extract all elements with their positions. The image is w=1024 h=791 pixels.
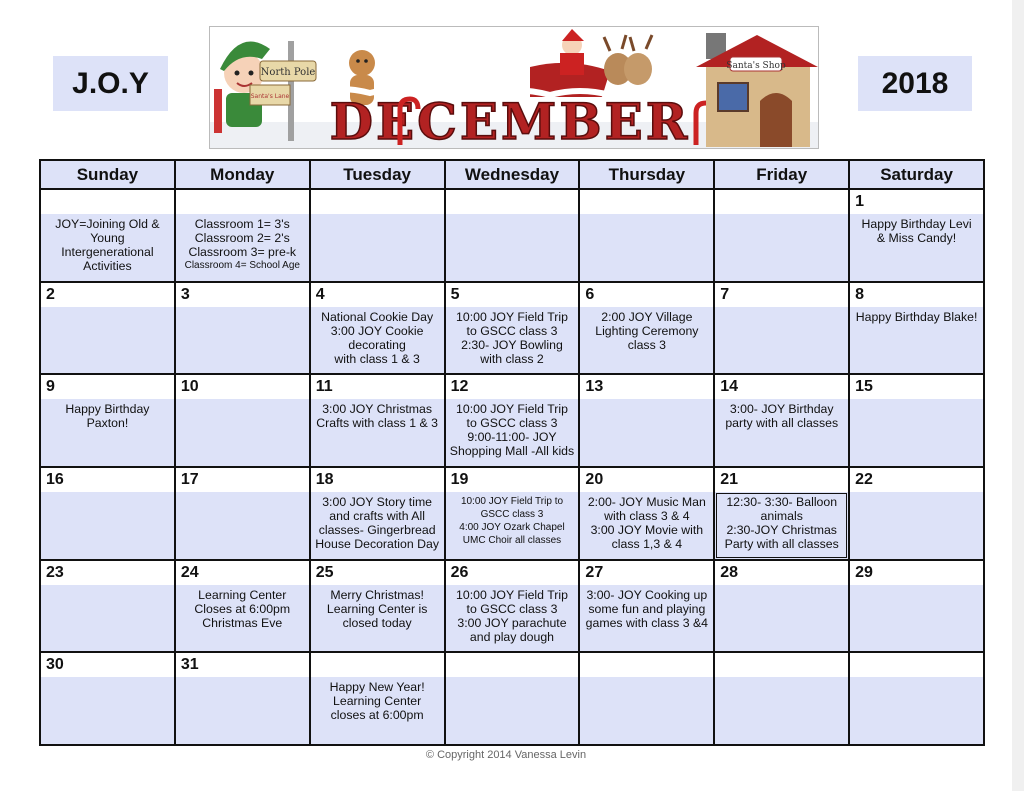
calendar-day-cell: [41, 561, 174, 652]
calendar-day-cell: [850, 283, 983, 374]
day-events: [446, 399, 579, 466]
day-number: 12: [450, 378, 469, 396]
day-header-sunday: Sunday: [41, 161, 174, 188]
event-text: Merry Christmas! Learning Center is closed today: [326, 587, 428, 630]
calendar-day-cell: [176, 468, 309, 559]
event-text-group: [725, 402, 838, 430]
day-events: [715, 492, 848, 559]
day-number: [176, 190, 309, 214]
day-events: [715, 214, 848, 281]
day-events: [176, 399, 309, 466]
calendar-day-cell: [41, 653, 174, 744]
event-text-small: 10:00 JOY Field Trip to GSCC class 3 4:00 JOY Ozark Chapel UMC Choir all classes: [459, 495, 565, 546]
event-text-group: [65, 402, 149, 430]
calendar-day-cell: [715, 190, 848, 281]
calendar-day-cell: [580, 283, 713, 374]
day-number: 4: [315, 285, 325, 303]
event-text: 2:00 JOY Village Lighting Ceremony class 3: [595, 309, 699, 352]
event-text-group: [586, 588, 708, 630]
calendar-day-cell: [850, 468, 983, 559]
day-events: [176, 307, 309, 374]
event-text: Learning Center Closes at 6:00pm Christmas Eve: [194, 587, 291, 630]
day-events: [850, 214, 983, 281]
day-events: [580, 214, 713, 281]
event-text-group: [725, 495, 839, 551]
day-events: [715, 585, 848, 652]
calendar-day-cell: [446, 653, 579, 744]
event-text-group: [185, 217, 300, 272]
day-events: [41, 214, 174, 281]
event-text-group: [194, 588, 290, 630]
event-text-group: [456, 310, 568, 366]
event-text-group: [595, 310, 698, 352]
santa-sleigh-illustration: [530, 29, 652, 97]
day-events: [176, 214, 309, 281]
event-text-group: [315, 495, 439, 551]
calendar-day-cell: [580, 468, 713, 559]
day-events: [41, 307, 174, 374]
day-events: [311, 307, 444, 374]
calendar-day-cell: [41, 375, 174, 466]
day-number: 3: [180, 285, 190, 303]
calendar-day-cell: [850, 190, 983, 281]
day-events: [850, 492, 983, 559]
event-text: Happy Birthday Paxton!: [65, 402, 150, 431]
calendar-day-cell: [580, 653, 713, 744]
day-number: 11: [315, 378, 333, 396]
day-number: [580, 653, 713, 677]
day-events: [41, 492, 174, 559]
calendar-day-cell: [446, 375, 579, 466]
calendar-day-cell: [311, 190, 444, 281]
day-number: 25: [315, 563, 334, 581]
event-text-group: [459, 495, 564, 547]
calendar-day-cell: [311, 653, 444, 744]
day-number: 10: [180, 378, 199, 396]
december-banner: [209, 26, 819, 149]
calendar-day-cell: [715, 561, 848, 652]
day-number: [850, 653, 983, 677]
copyright-footer: © Copyright 2014 Vanessa Levin: [425, 749, 587, 761]
day-number: [580, 190, 713, 214]
day-events: [41, 585, 174, 652]
event-text-group: [330, 680, 425, 722]
day-number: 14: [720, 378, 739, 396]
day-number: [446, 190, 579, 214]
svg-text:Santa's Lane: Santa's Lane: [250, 93, 290, 100]
day-number: 9: [46, 378, 55, 396]
calendar-day-cell: [446, 468, 579, 559]
calendar-day-cell: [446, 190, 579, 281]
calendar-day-cell: [176, 561, 309, 652]
day-number: 5: [450, 285, 460, 303]
event-text: Happy Birthday Blake!: [855, 309, 978, 324]
day-events: [580, 307, 713, 374]
event-text-group: [55, 217, 159, 273]
day-number: 18: [315, 470, 334, 488]
day-header-thursday: Thursday: [580, 161, 713, 188]
calendar-day-cell: [41, 468, 174, 559]
day-header-wednesday: Wednesday: [446, 161, 579, 188]
year-label: 2018: [858, 56, 972, 111]
day-events: [311, 399, 444, 466]
calendar-day-cell: [311, 561, 444, 652]
day-header-monday: Monday: [176, 161, 309, 188]
day-number: 17: [180, 470, 199, 488]
calendar-day-cell: [176, 375, 309, 466]
event-text-group: [327, 588, 427, 630]
day-number: 22: [855, 470, 873, 488]
day-number: [311, 190, 444, 214]
calendar-day-cell: [176, 653, 309, 744]
calendar-day-cell: [311, 283, 444, 374]
day-number: 26: [450, 563, 469, 581]
event-text-small: Classroom 4= School Age: [184, 260, 300, 271]
day-events: [176, 677, 309, 744]
day-number: 6: [585, 285, 595, 303]
svg-text:Santa's Shop: Santa's Shop: [726, 61, 786, 71]
day-number: [446, 653, 579, 677]
event-text-group: [588, 495, 706, 551]
event-text: Happy New Year! Learning Center closes at 6:00pm: [329, 680, 425, 723]
month-grid: [39, 159, 985, 746]
calendar-day-cell: [41, 283, 174, 374]
day-number: [715, 653, 848, 677]
day-number: 1: [855, 193, 865, 210]
day-number: [311, 653, 444, 677]
day-events: [850, 677, 983, 744]
day-events: [446, 585, 579, 652]
event-text: 2:00- JOY Music Man with class 3 & 4 3:00 JOY Movie with class 1,3 & 4: [587, 494, 706, 551]
day-number: 16: [46, 470, 64, 488]
calendar-day-cell: [715, 468, 848, 559]
calendar-day-cell: [311, 375, 444, 466]
day-number: 8: [855, 285, 865, 303]
event-text-group: [316, 402, 438, 430]
event-text: 10:00 JOY Field Trip to GSCC class 3 3:00 JOY parachute and play dough: [456, 587, 568, 644]
day-number: 23: [46, 563, 64, 581]
calendar-day-cell: [41, 190, 174, 281]
day-events: [41, 677, 174, 744]
event-text: 3:00 JOY Christmas Crafts with class 1 & 3: [316, 402, 438, 431]
day-events: [580, 585, 713, 652]
day-events: [580, 677, 713, 744]
day-number: 24: [180, 563, 199, 581]
day-events: [850, 399, 983, 466]
month-lettering: [310, 89, 710, 148]
day-events: [311, 214, 444, 281]
day-events: [446, 492, 579, 559]
calendar-day-cell: [580, 375, 713, 466]
event-text-group: [862, 217, 972, 245]
event-text: JOY=Joining Old & Young Intergenerational Activities: [55, 217, 160, 273]
day-number: 2: [46, 285, 55, 303]
event-text: 10:00 JOY Field Trip to GSCC class 3 2:30- JOY Bowling with class 2: [456, 309, 568, 366]
day-events: [311, 492, 444, 559]
calendar-day-cell: [850, 561, 983, 652]
calendar-day-cell: [311, 468, 444, 559]
day-number: 15: [855, 378, 873, 396]
event-text: 10:00 JOY Field Trip to GSCC class 3 9:00-11:00- JOY Shopping Mall -All kids: [449, 402, 575, 459]
day-events: [176, 585, 309, 652]
day-events: [715, 677, 848, 744]
day-events: [446, 214, 579, 281]
day-number: 28: [720, 563, 739, 581]
day-events: [41, 399, 174, 466]
day-events: [580, 399, 713, 466]
day-number: 30: [46, 656, 64, 674]
event-text: 12:30- 3:30- Balloon animals 2:30-JOY Christmas Party with all classes: [724, 494, 839, 551]
day-events: [446, 677, 579, 744]
event-text: Happy Birthday Levi & Miss Candy!: [861, 217, 972, 245]
day-events: [311, 585, 444, 652]
calendar-day-cell: [715, 283, 848, 374]
calendar-day-cell: [446, 561, 579, 652]
event-text-group: [321, 310, 433, 366]
event-text-group: [856, 310, 978, 324]
event-text: Classroom 1= 3's Classroom 2= 2's Classroom 3= pre-k: [188, 217, 297, 259]
day-events: [715, 307, 848, 374]
day-events: [176, 492, 309, 559]
santas-shop-illustration: [696, 33, 818, 147]
day-number: [41, 190, 174, 214]
svg-text:DECEMBER: DECEMBER: [329, 92, 691, 148]
calendar-day-cell: [580, 190, 713, 281]
day-number: 29: [855, 563, 873, 581]
day-number: 19: [450, 470, 469, 488]
day-number: 21: [720, 470, 739, 488]
event-text: 3:00- JOY Birthday party with all classes: [725, 402, 839, 431]
day-number: 7: [720, 285, 730, 303]
day-events: [311, 677, 444, 744]
day-events: [715, 399, 848, 466]
day-number: [715, 190, 848, 214]
calendar-day-cell: [850, 375, 983, 466]
calendar-day-cell: [715, 375, 848, 466]
day-header-saturday: Saturday: [850, 161, 983, 188]
event-text-group: [450, 402, 574, 458]
day-events: [580, 492, 713, 559]
calendar-day-cell: [446, 283, 579, 374]
calendar-day-cell: [176, 190, 309, 281]
calendar-day-cell: [715, 653, 848, 744]
program-label: J.O.Y: [53, 56, 168, 111]
day-number: 27: [585, 563, 604, 581]
day-header-tuesday: Tuesday: [311, 161, 444, 188]
day-number: 20: [585, 470, 604, 488]
day-events: [850, 307, 983, 374]
calendar-day-cell: [580, 561, 713, 652]
svg-text:North Pole: North Pole: [260, 67, 316, 78]
day-events: [446, 307, 579, 374]
event-text: 3:00 JOY Story time and crafts with All classes- Gingerbread House Decoration Day: [315, 494, 439, 551]
calendar-day-cell: [850, 653, 983, 744]
day-number: 31: [180, 656, 199, 674]
event-text: National Cookie Day 3:00 JOY Cookie decorating with class 1 & 3: [321, 309, 434, 366]
calendar-day-cell: [176, 283, 309, 374]
day-events: [850, 585, 983, 652]
event-text-group: [456, 588, 568, 644]
day-header-friday: Friday: [715, 161, 848, 188]
day-number: 13: [585, 378, 604, 396]
event-text: 3:00- JOY Cooking up some fun and playing games with class 3 &4: [585, 587, 709, 630]
